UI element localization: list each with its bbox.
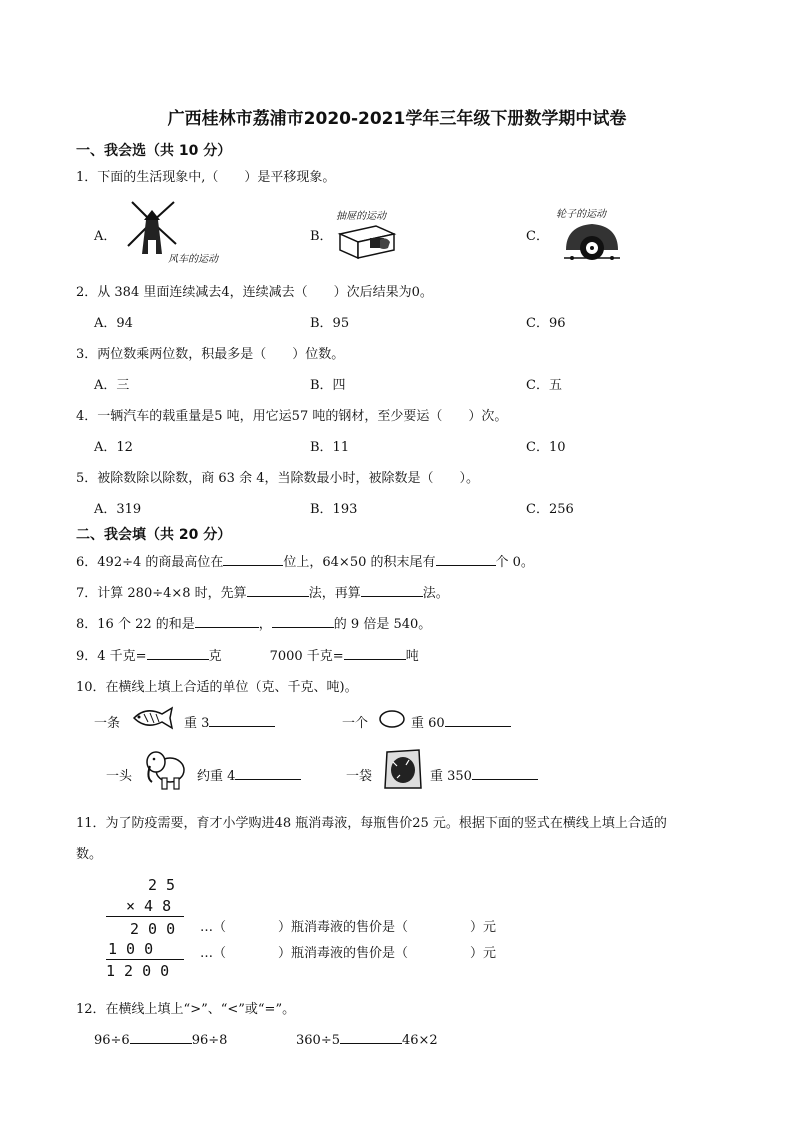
q5-option-b: B．193: [310, 502, 358, 517]
q7-text-1: 7．计算 280÷4×8 时，先算: [76, 586, 247, 601]
q9-text-2: 克: [208, 649, 222, 664]
q8-text-2: ，: [258, 617, 272, 632]
q6-text-1: 6．492÷4 的商最高位在: [76, 555, 224, 570]
q4-option-b: B．11: [310, 440, 350, 455]
q6-text-3: 个 0。: [495, 555, 534, 570]
q11-note-1-mid: ）瓶消毒液的售价是（: [278, 920, 409, 935]
q9-blank-1[interactable]: [147, 647, 209, 660]
q12-compare-2-left: 360÷5: [296, 1033, 340, 1048]
q1-caption-wheel: 轮子的运动: [556, 209, 606, 220]
q12-compare-1: [94, 1031, 227, 1048]
q2-option-b: B．95: [310, 316, 350, 331]
q9-text-1: 9．4 千克=: [76, 649, 147, 664]
q3-option-b: B．四: [310, 378, 346, 393]
q1-option-b-label: B．: [310, 229, 333, 244]
q9-blank-2[interactable]: [344, 647, 406, 660]
question-2-stem: 2．从 384 里面连续减去4，连续减去（ ）次后结果为0。: [76, 285, 433, 300]
q10-egg-suffix: 重 60: [411, 716, 445, 731]
q6-blank-2[interactable]: [436, 553, 496, 566]
q1-caption-drawer: 抽屉的运动: [336, 211, 386, 222]
q11-note-1: [200, 916, 496, 935]
q7-text-2: 法，再算: [308, 586, 361, 601]
q1-option-c-label: C．: [526, 229, 549, 244]
q1-caption-windmill: 风车的运动: [168, 254, 218, 265]
q11-note-2-open: …（: [200, 946, 227, 961]
drawer-icon: [336, 222, 398, 260]
q10-egg-row: [411, 712, 511, 731]
q11-note-2: [200, 942, 496, 961]
question-11-line-1: 11．为了防疫需要，育才小学购进48 瓶消毒液，每瓶售价25 元。根据下面的竖式在横线上填上合适的: [76, 816, 667, 831]
egg-icon: [378, 709, 406, 729]
q12-compare-2-right: 46×2: [401, 1033, 438, 1048]
q11-note-1-close: ）元: [470, 920, 497, 935]
calc-row-partial-1: 2 0 0: [130, 920, 176, 938]
q8-blank-1[interactable]: [195, 615, 259, 628]
elephant-icon: [142, 748, 188, 792]
question-11-line-2: 数。: [76, 847, 103, 862]
q10-egg-blank[interactable]: [445, 714, 511, 727]
q2-option-c: C．96: [526, 316, 566, 331]
q9-text-3: 7000 千克=: [269, 649, 344, 664]
q5-option-a: A．319: [94, 502, 142, 517]
q10-elephant-row: [197, 765, 301, 784]
calc-row-partial-2: 1 0 0: [108, 940, 154, 958]
fish-icon: [130, 706, 176, 730]
q10-fish-prefix: 一条: [94, 716, 121, 731]
q12-compare-1-left: 96÷6: [94, 1033, 130, 1048]
question-10-stem: 10．在横线上填上合适的单位（克、千克、吨)。: [76, 680, 358, 695]
q11-note-1-open: …（: [200, 920, 227, 935]
q5-option-c: C．256: [526, 502, 574, 517]
q2-option-a: A．94: [94, 316, 133, 331]
q7-blank-2[interactable]: [361, 584, 423, 597]
q12-compare-2-blank[interactable]: [340, 1031, 402, 1044]
question-7: [76, 582, 449, 601]
calc-line-1: [106, 916, 184, 917]
q12-compare-2: [296, 1031, 438, 1048]
question-4-stem: 4．一辆汽车的载重量是5 吨，用它运57 吨的钢材，至少要运（ ）次。: [76, 409, 508, 424]
question-3-stem: 3．两位数乘两位数，积最多是（ ）位数。: [76, 347, 345, 362]
question-5-stem: 5．被除数除以除数，商 63 余 4，当除数最小时，被除数是（ ）。: [76, 471, 479, 486]
q6-blank-1[interactable]: [223, 553, 283, 566]
q8-blank-2[interactable]: [272, 615, 334, 628]
q10-elephant-suffix: 约重 4: [197, 769, 236, 784]
q8-text-3: 的 9 倍是 540。: [333, 617, 432, 632]
q10-fish-suffix: 重 3: [184, 716, 210, 731]
q6-text-2: 位上，64×50 的积末尾有: [283, 555, 436, 570]
q10-bag-prefix: 一袋: [346, 769, 373, 784]
q10-egg-prefix: 一个: [342, 716, 369, 731]
question-8: [76, 613, 431, 632]
q10-bag-suffix: 重 350: [430, 769, 472, 784]
q10-bag-blank[interactable]: [472, 767, 538, 780]
q10-fish-blank[interactable]: [209, 714, 275, 727]
question-1-stem: 1．下面的生活现象中,（ ）是平移现象。: [76, 170, 336, 185]
q11-note-2-mid: ）瓶消毒液的售价是（: [278, 946, 409, 961]
rice-bag-icon: [383, 748, 423, 790]
q1-option-a-label: A．: [94, 229, 117, 244]
q11-note-2-close: ）元: [470, 946, 497, 961]
q12-compare-1-right: 96÷8: [191, 1033, 228, 1048]
q8-text-1: 8．16 个 22 的和是: [76, 617, 195, 632]
page-title: 广西桂林市荔浦市2020-2021学年三年级下册数学期中试卷: [167, 109, 627, 129]
calc-row-multiplier: × 4 8: [126, 897, 172, 915]
calc-row-product: 1 2 0 0: [106, 962, 170, 980]
question-9: [76, 645, 419, 664]
q7-blank-1[interactable]: [247, 584, 309, 597]
q12-compare-1-blank[interactable]: [130, 1031, 192, 1044]
wheel-icon: [562, 220, 622, 262]
q3-option-c: C．五: [526, 378, 562, 393]
calc-line-2: [106, 959, 184, 960]
section-heading-fill: 二、我会填（共 20 分）: [76, 527, 232, 543]
q4-option-a: A．12: [94, 440, 133, 455]
q3-option-a: A．三: [94, 378, 130, 393]
q10-bag-row: [430, 765, 538, 784]
q10-fish-row: [184, 712, 275, 731]
q7-text-3: 法。: [422, 586, 449, 601]
q9-text-4: 吨: [405, 649, 419, 664]
question-6: [76, 551, 534, 570]
q4-option-c: C．10: [526, 440, 566, 455]
calc-row-multiplicand: 2 5: [148, 876, 176, 894]
q10-elephant-blank[interactable]: [235, 767, 301, 780]
section-heading-choice: 一、我会选（共 10 分）: [76, 143, 232, 159]
question-12-stem: 12．在横线上填上“>”、“<”或“=”。: [76, 1002, 296, 1017]
q10-elephant-prefix: 一头: [106, 769, 133, 784]
